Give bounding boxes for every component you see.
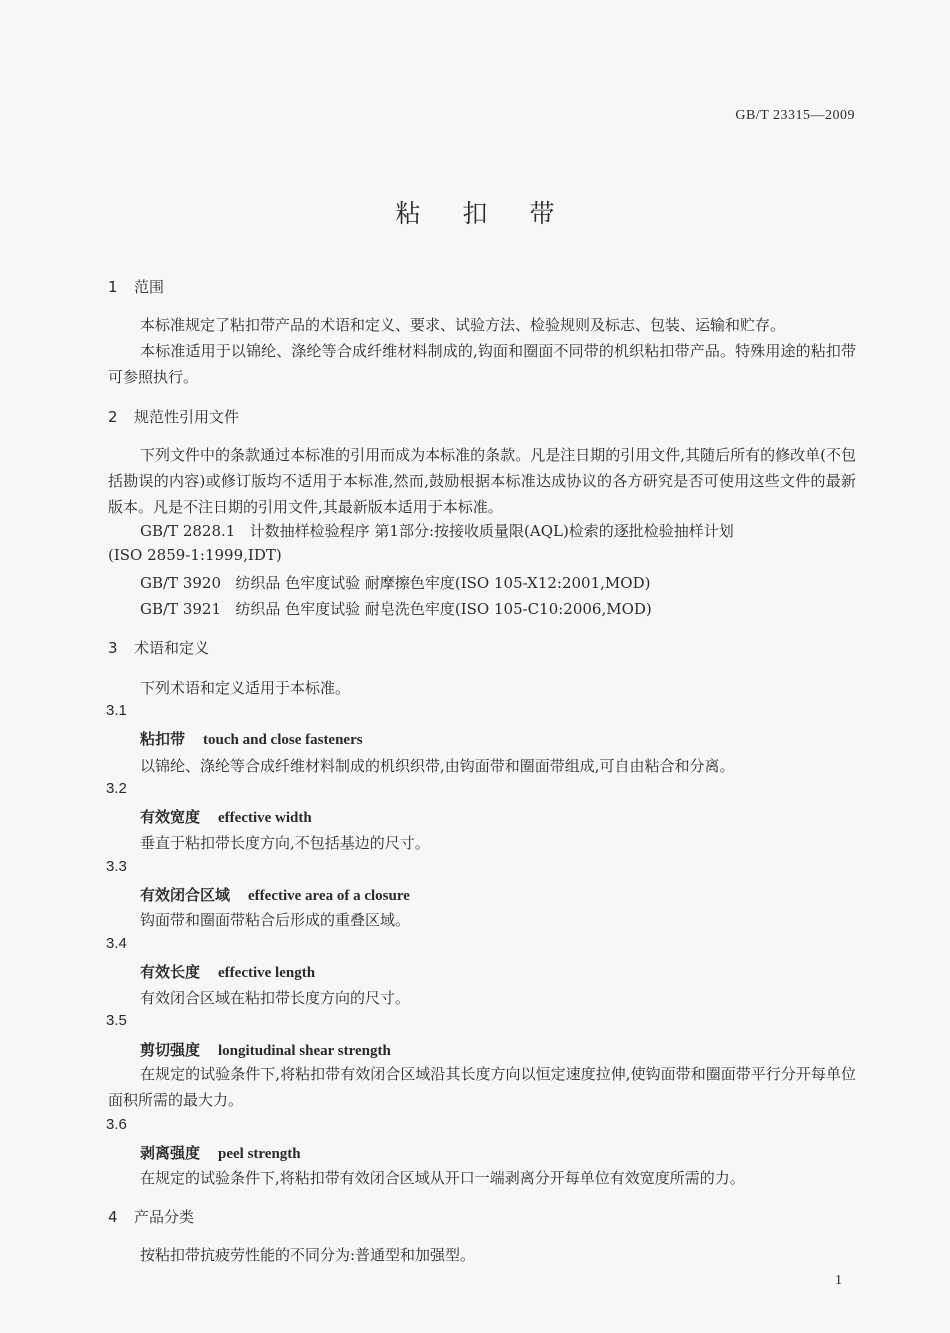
term-number: 3.1 bbox=[106, 702, 127, 719]
term-definition: 钩面带和圈面带粘合后形成的重叠区域。 bbox=[140, 911, 411, 929]
term-zh: 剥离强度 bbox=[140, 1144, 201, 1162]
section-number: 1 bbox=[108, 278, 118, 296]
paragraph bbox=[108, 338, 856, 390]
term-definition-text: 在规定的试验条件下,将粘扣带有效闭合区域沿其长度方向以恒定速度拉伸,使钩面带和圈面带平行分开每单位面积所需的最大力。 bbox=[108, 1065, 856, 1109]
term-definition bbox=[108, 1061, 856, 1113]
section-2-heading bbox=[108, 406, 239, 427]
section-3-heading bbox=[108, 637, 209, 658]
term-number: 3.2 bbox=[106, 780, 127, 797]
term-en: effective area of a closure bbox=[248, 888, 410, 904]
term-zh: 有效宽度 bbox=[140, 808, 201, 826]
term-definition: 有效闭合区域在粘扣带长度方向的尺寸。 bbox=[140, 989, 411, 1007]
reference-text: 计数抽样检验程序 第1部分:按接收质量限(AQL)检索的逐批检验抽样计划 bbox=[249, 522, 734, 540]
term-en: touch and close fasteners bbox=[203, 732, 363, 748]
term-number: 3.3 bbox=[106, 858, 127, 875]
term-heading bbox=[140, 961, 315, 982]
reference-text: 纺织品 色牢度试验 耐皂洗色牢度(ISO 105-C10:2006,MOD) bbox=[235, 600, 652, 618]
paragraph-text: 本标准适用于以锦纶、涤纶等合成纤维材料制成的,钩面和圈面不同带的机织粘扣带产品。特殊用途的粘扣带可参照执行。 bbox=[108, 342, 856, 386]
paragraph bbox=[108, 312, 856, 338]
reference-item bbox=[140, 572, 650, 593]
section-number: 3 bbox=[108, 639, 118, 657]
term-definition: 垂直于粘扣带长度方向,不包括基边的尺寸。 bbox=[140, 834, 430, 852]
paragraph: 按粘扣带抗疲劳性能的不同分为:普通型和加强型。 bbox=[140, 1246, 476, 1264]
section-number: 2 bbox=[108, 408, 118, 426]
reference-item bbox=[140, 598, 652, 619]
term-heading bbox=[140, 806, 312, 827]
term-zh: 有效闭合区域 bbox=[140, 886, 231, 904]
section-title: 规范性引用文件 bbox=[134, 408, 240, 426]
reference-code: GB/T 3921 bbox=[140, 600, 222, 618]
reference-text: 纺织品 色牢度试验 耐摩擦色牢度(ISO 105-X12:2001,MOD) bbox=[235, 574, 651, 592]
term-zh: 有效长度 bbox=[140, 963, 201, 981]
term-number: 3.5 bbox=[106, 1012, 127, 1029]
term-heading bbox=[140, 884, 410, 905]
section-title: 术语和定义 bbox=[134, 639, 210, 657]
term-number: 3.6 bbox=[106, 1116, 127, 1133]
term-heading bbox=[140, 728, 363, 749]
reference-code: GB/T 2828.1 bbox=[140, 522, 236, 540]
section-4-heading bbox=[108, 1206, 194, 1227]
reference-continuation: (ISO 2859-1:1999,IDT) bbox=[108, 546, 282, 564]
term-heading bbox=[140, 1039, 391, 1060]
section-intro: 下列术语和定义适用于本标准。 bbox=[140, 679, 351, 697]
reference-item bbox=[140, 520, 734, 541]
paragraph-text: 本标准规定了粘扣带产品的术语和定义、要求、试验方法、检验规则及标志、包装、运输和贮存。 bbox=[140, 316, 786, 334]
standard-code: GB/T 23315—2009 bbox=[735, 108, 855, 123]
term-definition: 以锦纶、涤纶等合成纤维材料制成的机织织带,由钩面带和圈面带组成,可自由粘合和分离。 bbox=[140, 757, 735, 775]
term-en: effective width bbox=[218, 810, 312, 826]
paragraph bbox=[108, 442, 856, 520]
term-en: peel strength bbox=[218, 1146, 301, 1162]
paragraph-text: 下列文件中的条款通过本标准的引用而成为本标准的条款。凡是注日期的引用文件,其随后所有的修改单(不包括勘误的内容)或修订版均不适用于本标准,然而,鼓励根据本标准达成协议的各方研究是否可使用这些文件的最新版本。凡是不注日期的引用文件,其最新版本适用于本标准。 bbox=[108, 446, 856, 516]
term-zh: 粘扣带 bbox=[140, 730, 186, 748]
reference-code: GB/T 3920 bbox=[140, 574, 222, 592]
term-heading bbox=[140, 1142, 301, 1163]
term-en: effective length bbox=[218, 965, 316, 981]
page-number: 1 bbox=[835, 1273, 842, 1288]
term-zh: 剪切强度 bbox=[140, 1041, 201, 1059]
section-number: 4 bbox=[108, 1208, 118, 1226]
section-title: 产品分类 bbox=[134, 1208, 195, 1226]
term-number: 3.4 bbox=[106, 935, 127, 952]
page-title: 粘扣带 bbox=[395, 199, 597, 228]
term-definition: 在规定的试验条件下,将粘扣带有效闭合区域从开口一端剥离分开每单位有效宽度所需的力。 bbox=[140, 1169, 745, 1187]
section-title: 范围 bbox=[134, 278, 165, 296]
section-1-heading bbox=[108, 276, 164, 297]
term-en: longitudinal shear strength bbox=[218, 1043, 391, 1059]
